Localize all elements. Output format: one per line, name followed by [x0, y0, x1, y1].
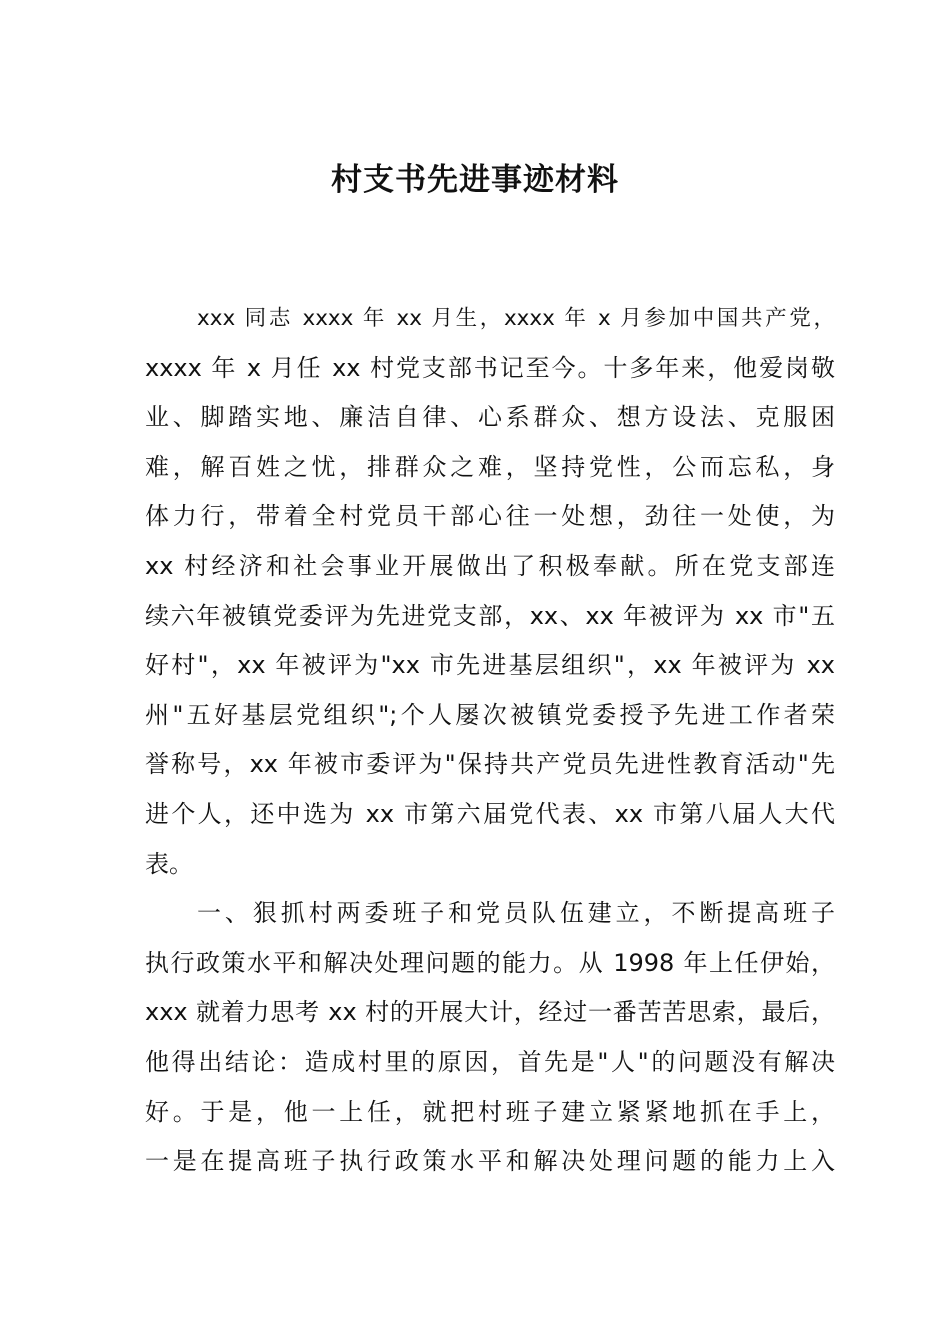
text-line: 表。 — [145, 849, 193, 878]
text-line: 执行政策水平和解决处理问题的能力。从 1998 年上任伊始， — [145, 948, 835, 977]
text-line: xx 村经济和社会事业开展做出了积极奉献。所在党支部连 — [145, 551, 835, 580]
text-line: 业、脚踏实地、廉洁自律、心系群众、想方设法、克服困 — [145, 403, 835, 432]
document-body — [145, 294, 835, 1187]
text-line: 续六年被镇党委评为先进党支部，xx、xx 年被评为 xx 市"五 — [145, 601, 835, 630]
text-line: xxxx 年 x 月任 xx 村党支部书记至今。十多年来，他爱岗敬 — [145, 353, 835, 382]
text-line: 进个人，还中选为 xx 市第六届党代表、xx 市第八届人大代 — [145, 799, 835, 828]
text-line: 难，解百姓之忧，排群众之难，坚持党性，公而忘私，身 — [145, 452, 835, 481]
paragraph-1 — [145, 294, 835, 889]
text-line: 一、狠抓村两委班子和党员队伍建立，不断提高班子 — [197, 899, 835, 928]
text-line: 体力行，带着全村党员干部心往一处想，劲往一处使，为 — [145, 502, 835, 531]
paragraph-2 — [145, 889, 835, 1187]
text-line: 好村"，xx 年被评为"xx 市先进基层组织"，xx 年被评为 xx — [145, 651, 835, 680]
text-line: 一是在提高班子执行政策水平和解决处理问题的能力上入 — [145, 1147, 835, 1176]
text-line: 好。于是，他一上任，就把村班子建立紧紧地抓在手上， — [145, 1097, 835, 1126]
text-line: xxx 就着力思考 xx 村的开展大计，经过一番苦苦思索，最后， — [145, 998, 835, 1027]
text-line: 州"五好基层党组织";个人屡次被镇党委授予先进工作者荣 — [145, 700, 835, 729]
text-line: 誉称号，xx 年被市委评为"保持共产党员先进性教育活动"先 — [145, 750, 835, 779]
document-title: 村支书先进事迹材料 — [331, 162, 619, 198]
text-line: xxx 同志 xxxx 年 xx 月生，xxxx 年 x 月参加中国共产党， — [197, 306, 835, 331]
text-line: 他得出结论：造成村里的原因，首先是"人"的问题没有解决 — [145, 1047, 835, 1076]
